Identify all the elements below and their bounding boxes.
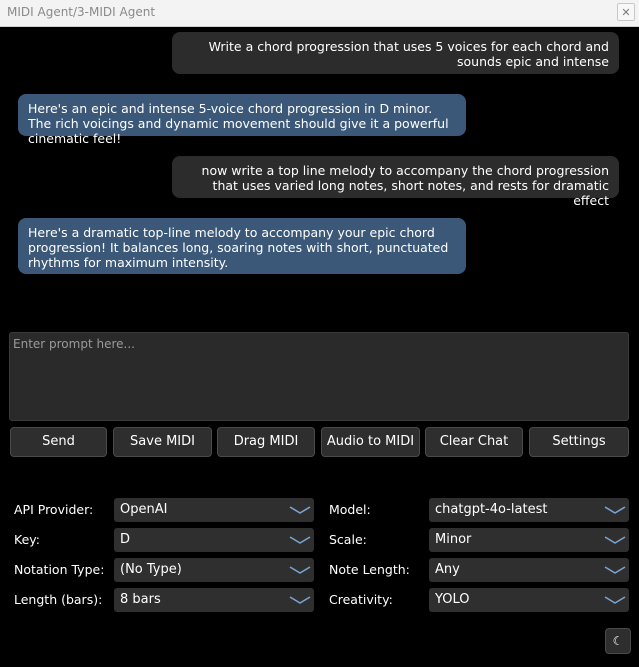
length-bars-select[interactable] (114, 588, 314, 612)
model-label: Model: (329, 502, 371, 517)
assistant-message: Here's an epic and intense 5-voice chord progression in D minor. The rich voicings and dynamic movement should give it a powerful cinematic feel! (18, 94, 466, 136)
chevron-down-icon (288, 504, 312, 516)
chevron-down-icon (288, 534, 312, 546)
drag-midi-button[interactable]: Drag MIDI (217, 427, 315, 457)
clear-chat-button[interactable]: Clear Chat (425, 427, 523, 457)
settings-button[interactable]: Settings (529, 427, 629, 457)
window-title: MIDI Agent/3-MIDI Agent (7, 5, 156, 19)
scale-value: Minor (435, 532, 472, 547)
scale-label: Scale: (329, 532, 367, 547)
model-select[interactable] (429, 498, 629, 522)
close-icon[interactable]: ✕ (617, 3, 635, 21)
chevron-down-icon (603, 534, 627, 546)
chevron-down-icon (603, 564, 627, 576)
chevron-down-icon (288, 564, 312, 576)
note-length-value: Any (435, 562, 460, 577)
notation-type-select[interactable] (114, 558, 314, 582)
assistant-message: Here's a dramatic top-line melody to accompany your epic chord progression! It balances long, soaring notes with short, punctuated rhythms for maximum intensity. (18, 218, 466, 274)
audio-to-midi-button[interactable]: Audio to MIDI (321, 427, 420, 457)
user-message: now write a top line melody to accompany the chord progression that uses varied long notes, short notes, and rests for dramatic effect (172, 156, 619, 198)
chat-history[interactable] (0, 27, 639, 327)
api-provider-label: API Provider: (14, 502, 94, 517)
moon-icon: ☾ (612, 634, 624, 648)
theme-toggle-button[interactable] (605, 628, 631, 654)
prompt-input[interactable] (9, 332, 629, 421)
save-midi-button[interactable]: Save MIDI (113, 427, 212, 457)
api-provider-value: OpenAI (120, 502, 168, 517)
creativity-value: YOLO (435, 592, 470, 607)
length-bars-label: Length (bars): (14, 592, 103, 607)
creativity-select[interactable] (429, 588, 629, 612)
chevron-down-icon (288, 594, 312, 606)
note-length-label: Note Length: (329, 562, 410, 577)
notation-type-label: Notation Type: (14, 562, 105, 577)
scale-select[interactable] (429, 528, 629, 552)
chevron-down-icon (603, 504, 627, 516)
user-message: Write a chord progression that uses 5 voices for each chord and sounds epic and intense (172, 32, 619, 74)
model-value: chatgpt-4o-latest (435, 502, 548, 517)
notation-type-value: (No Type) (120, 562, 182, 577)
length-bars-value: 8 bars (120, 592, 161, 607)
key-select[interactable] (114, 528, 314, 552)
creativity-label: Creativity: (329, 592, 393, 607)
send-button[interactable]: Send (10, 427, 107, 457)
api-provider-select[interactable] (114, 498, 314, 522)
title-bar (0, 0, 639, 27)
chevron-down-icon (603, 594, 627, 606)
note-length-select[interactable] (429, 558, 629, 582)
key-label: Key: (14, 532, 40, 547)
key-value: D (120, 532, 131, 547)
